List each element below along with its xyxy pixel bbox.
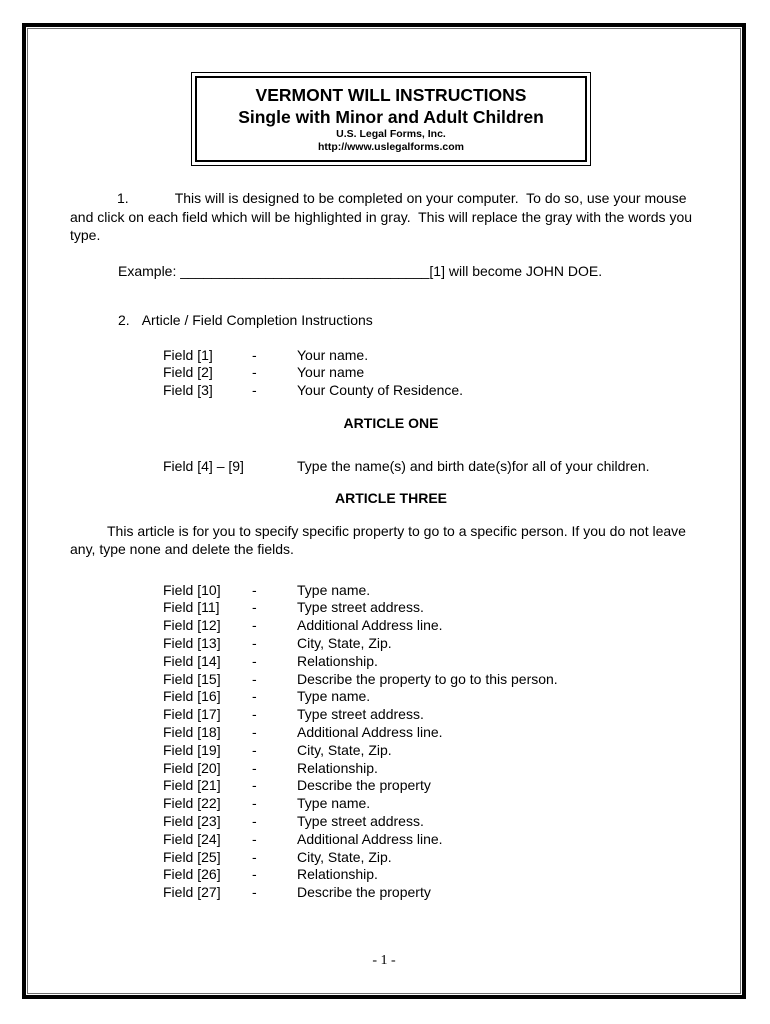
field-label: Field [3]: [163, 382, 213, 399]
field-dash: -: [252, 599, 257, 616]
field-dash: -: [252, 635, 257, 652]
field-description: Additional Address line.: [297, 830, 443, 847]
field-dash: -: [252, 382, 257, 399]
tab-spacer: [70, 202, 117, 203]
field-description: Describe the property: [297, 884, 431, 901]
document-subtitle: Single with Minor and Adult Children: [238, 107, 544, 127]
company-url: http://www.uslegalforms.com: [317, 141, 465, 153]
field-description: City, State, Zip.: [297, 848, 392, 865]
field-description: Relationship.: [297, 866, 378, 883]
page-number: - 1 -: [372, 953, 396, 968]
field-dash: -: [252, 795, 257, 812]
field-row: [163, 813, 712, 831]
example-label: Example:: [118, 262, 177, 279]
field-description: Describe the property to go to this person.: [297, 670, 558, 687]
field-row: [163, 364, 712, 382]
field-list-section2: [70, 347, 712, 400]
field-dash: -: [252, 364, 257, 381]
article-three-paragraph: [70, 522, 712, 559]
field-label: Field [1]: [163, 346, 213, 363]
intro-number: 1.: [117, 190, 129, 206]
field-row: [163, 742, 712, 760]
field-label: Field [15]: [163, 670, 221, 687]
field-row: [163, 635, 712, 653]
field-dash: -: [252, 741, 257, 758]
field-row: [163, 617, 712, 635]
field-row: [163, 458, 712, 476]
field-label: Field [11]: [163, 599, 220, 616]
tab-spacer: [70, 324, 118, 325]
company-name: U.S. Legal Forms, Inc.: [336, 128, 446, 140]
field-row: [163, 849, 712, 867]
field-label: Field [4] – [9]: [163, 458, 244, 475]
field-dash: -: [252, 848, 257, 865]
document-title: VERMONT WILL INSTRUCTIONS: [255, 85, 527, 105]
field-row: [163, 777, 712, 795]
section2-number: 2.: [118, 312, 130, 328]
field-dash: -: [252, 866, 257, 883]
section2-heading: Article / Field Completion Instructions: [141, 312, 373, 328]
page-border-outer: [22, 23, 746, 999]
field-label: Field [26]: [163, 866, 221, 883]
field-description: Additional Address line.: [297, 724, 443, 741]
field-dash: -: [252, 581, 257, 598]
field-dash: -: [252, 777, 257, 794]
field-dash: -: [252, 884, 257, 901]
field-label: Field [27]: [163, 884, 221, 901]
field-label: Field [2]: [163, 364, 213, 381]
field-list-article-three: [70, 582, 712, 902]
field-description: Type street address.: [297, 599, 424, 616]
field-row: [163, 884, 712, 902]
tab-spacer: [130, 324, 142, 325]
field-description: City, State, Zip.: [297, 635, 392, 652]
field-dash: -: [252, 830, 257, 847]
field-description: Describe the property: [297, 777, 431, 794]
tab-spacer: [129, 202, 175, 203]
intro-paragraph: [70, 189, 712, 245]
field-label: Field [13]: [163, 635, 221, 652]
field-label: Field [25]: [163, 848, 221, 865]
tab-spacer: [70, 535, 107, 536]
field-label: Field [24]: [163, 830, 221, 847]
field-dash: [252, 458, 297, 476]
field-row: [163, 724, 712, 742]
field-description: Your name: [297, 364, 365, 381]
field-dash: -: [252, 759, 257, 776]
field-label: Field [17]: [163, 706, 221, 723]
field-dash: -: [252, 670, 257, 687]
field-dash: -: [252, 813, 257, 830]
field-description: Type name.: [297, 795, 371, 812]
field-row: [163, 706, 712, 724]
field-row: [163, 382, 712, 400]
field-description: Type the name(s) and birth date(s)for all of your children.: [297, 458, 650, 475]
field-description: Type street address.: [297, 813, 424, 830]
field-description: Your County of Residence.: [297, 382, 464, 399]
field-dash: -: [252, 706, 257, 723]
field-row: [163, 582, 712, 600]
field-label: Field [22]: [163, 795, 221, 812]
field-description: City, State, Zip.: [297, 741, 392, 758]
field-label: Field [18]: [163, 724, 221, 741]
field-label: Field [19]: [163, 741, 221, 758]
field-label: Field [20]: [163, 759, 221, 776]
field-row: [163, 671, 712, 689]
field-description: Your name.: [297, 346, 369, 363]
tab-spacer: [70, 275, 118, 276]
example-result: [1] will become JOHN DOE.: [429, 262, 603, 279]
field-label: Field [14]: [163, 652, 221, 669]
article-one-heading: ARTICLE ONE: [343, 414, 439, 431]
field-label: Field [12]: [163, 617, 221, 634]
field-row: [163, 760, 712, 778]
field-label: Field [16]: [163, 688, 221, 705]
field-row: [163, 866, 712, 884]
field-row: [163, 653, 712, 671]
article-three-heading: ARTICLE THREE: [335, 490, 447, 507]
page-border-inner: [27, 28, 741, 994]
title-box: [191, 72, 591, 166]
field-description: Relationship.: [297, 652, 378, 669]
field-description: Relationship.: [297, 759, 378, 776]
example-line: [70, 262, 712, 281]
field-row: [163, 795, 712, 813]
intro-text: This will is designed to be completed on your computer. To do so, use your mouse and click on each field which will be highlighted in gray. This will replace the gray with the words you type.: [70, 190, 696, 243]
title-box-inner: [195, 76, 587, 162]
field-description: Type street address.: [297, 706, 424, 723]
field-label: Field [10]: [163, 581, 221, 598]
field-row: [163, 831, 712, 849]
field-dash: -: [252, 346, 257, 363]
field-row: [163, 347, 712, 365]
field-list-article-one: [70, 458, 712, 476]
field-row: [163, 599, 712, 617]
field-description: Additional Address line.: [297, 617, 443, 634]
field-description: Type name.: [297, 688, 371, 705]
field-row: [163, 688, 712, 706]
field-dash: -: [252, 688, 257, 705]
field-dash: -: [252, 724, 257, 741]
article-three-text: This article is for you to specify specific property to go to a specific person. If you do not leave any, type none and delete the fields.: [70, 522, 690, 558]
field-label: Field [21]: [163, 777, 221, 794]
section2-heading-line: [70, 311, 712, 330]
field-label: Field [23]: [163, 813, 221, 830]
field-description: Type name.: [297, 581, 371, 598]
example-blank-line: ________________________________: [180, 262, 430, 279]
field-dash: -: [252, 617, 257, 634]
field-dash: -: [252, 652, 257, 669]
